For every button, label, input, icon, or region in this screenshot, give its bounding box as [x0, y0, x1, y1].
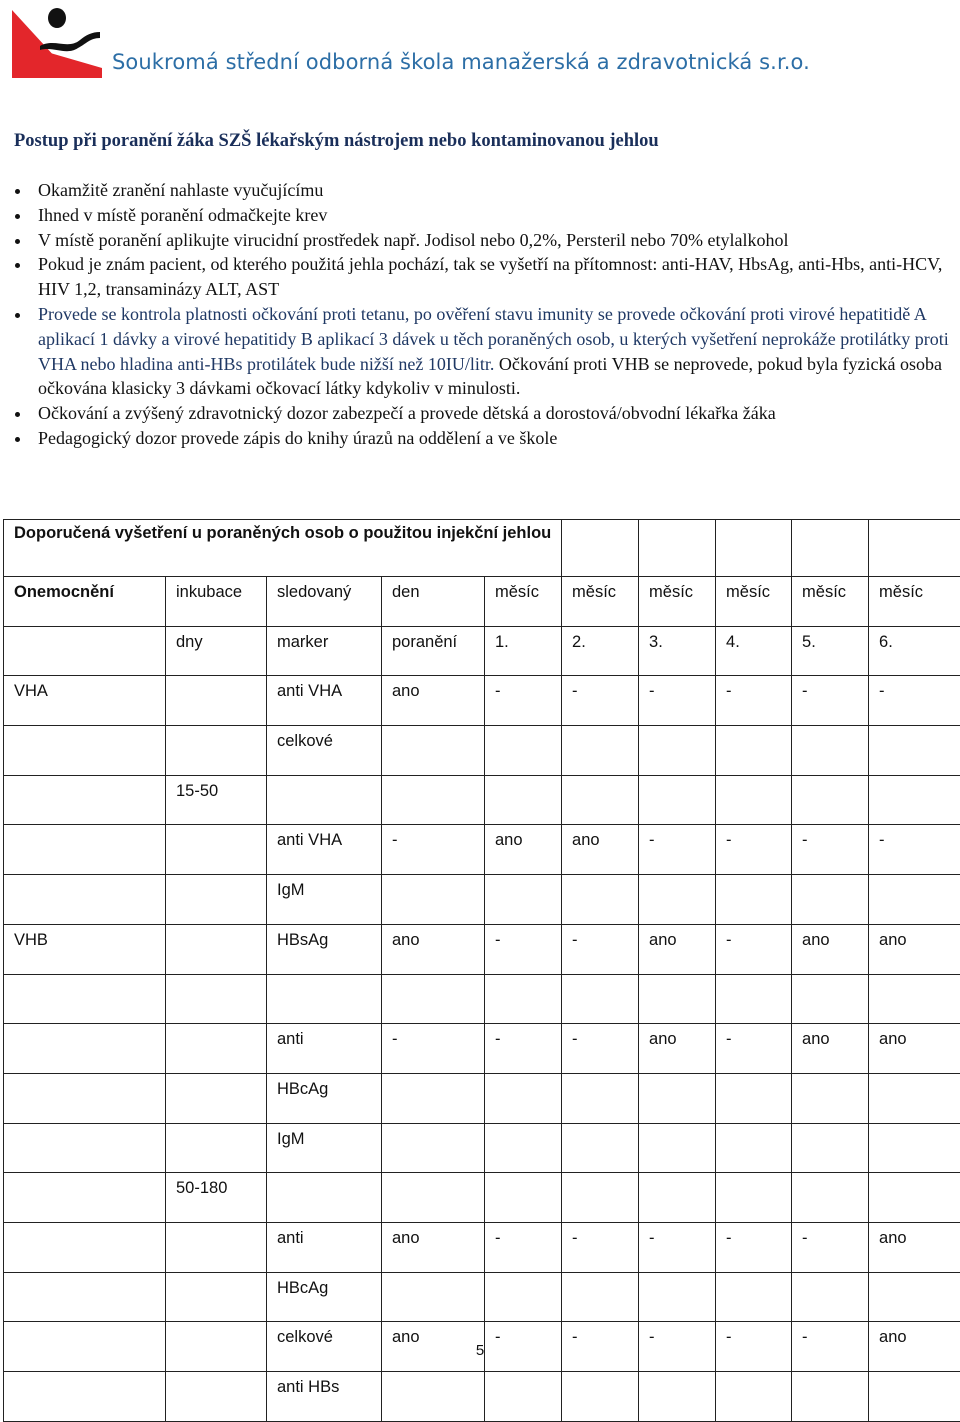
- table-cell: -: [716, 825, 792, 875]
- table-cell: -: [869, 676, 960, 726]
- table-cell: ano: [639, 1024, 716, 1074]
- table-cell: ano: [639, 924, 716, 974]
- table-cell: [485, 1123, 562, 1173]
- table-cell: HBcAg: [267, 1272, 382, 1322]
- table-cell: [562, 1173, 639, 1223]
- table-cell: [4, 1173, 166, 1223]
- page-number: 5: [0, 1342, 960, 1359]
- table-cell: -: [562, 1222, 639, 1272]
- table-cell: [4, 974, 166, 1024]
- logo-swoosh: [40, 32, 100, 51]
- table-cell: [4, 626, 166, 676]
- table-cell: [166, 1272, 267, 1322]
- table-cell: ano: [382, 1322, 485, 1372]
- table-cell: 6.: [869, 626, 960, 676]
- table-cell: -: [716, 1222, 792, 1272]
- table-header-cell: inkubace: [166, 577, 267, 627]
- table-cell: [382, 775, 485, 825]
- table-cell: [166, 1123, 267, 1173]
- table-cell: [716, 1372, 792, 1422]
- table-cell: ano: [869, 1024, 960, 1074]
- table-header-cell: měsíc: [485, 577, 562, 627]
- table-cell: [4, 1272, 166, 1322]
- table-cell: [4, 1123, 166, 1173]
- table-cell: -: [792, 676, 869, 726]
- table-cell: [869, 1372, 960, 1422]
- table-cell: 15-50: [166, 775, 267, 825]
- table-cell: -: [562, 1322, 639, 1372]
- table-cell: IgM: [267, 1123, 382, 1173]
- table-cell: [4, 1222, 166, 1272]
- table-cell: [639, 1372, 716, 1422]
- table-row: [4, 875, 960, 925]
- table-cell: -: [639, 1322, 716, 1372]
- table-cell: -: [485, 1222, 562, 1272]
- school-logo: [10, 2, 102, 78]
- table-cell: [639, 520, 716, 577]
- table-row: [4, 1272, 960, 1322]
- table-cell: ano: [869, 1222, 960, 1272]
- table-cell: anti: [267, 1222, 382, 1272]
- table-cell: [792, 1372, 869, 1422]
- table-cell: [485, 1073, 562, 1123]
- table-cell: [639, 1173, 716, 1223]
- table-cell: [869, 775, 960, 825]
- table-cell: [792, 1073, 869, 1123]
- table-cell: [166, 1024, 267, 1074]
- table-header-cell: měsíc: [716, 577, 792, 627]
- table-cell: [267, 775, 382, 825]
- table-cell: [485, 1173, 562, 1223]
- table-cell: [485, 1272, 562, 1322]
- table-cell: -: [562, 676, 639, 726]
- table-cell: [166, 875, 267, 925]
- table-cell: [869, 1123, 960, 1173]
- table-cell: 50-180: [166, 1173, 267, 1223]
- table-header-cell: měsíc: [869, 577, 960, 627]
- table-cell: [869, 974, 960, 1024]
- bullet-text: Očkování a zvýšený zdravotnický dozor zabezpečí a provede dětská a dorostová/obvodní lékařka žáka: [38, 403, 776, 423]
- bullet-text: Okamžitě zranění nahlaste vyučujícímu: [38, 180, 323, 200]
- table-cell: ano: [792, 1024, 869, 1074]
- table-row: [4, 924, 960, 974]
- table-cell: ano: [382, 1222, 485, 1272]
- table-cell: -: [382, 1024, 485, 1074]
- logo-head: [48, 8, 66, 28]
- table-cell: -: [792, 1322, 869, 1372]
- table-cell: ano: [382, 924, 485, 974]
- table-cell: [4, 1073, 166, 1123]
- table-cell: [562, 775, 639, 825]
- table-cell: -: [639, 1222, 716, 1272]
- table-cell: HBcAg: [267, 1073, 382, 1123]
- table-cell: [792, 1272, 869, 1322]
- table-cell: [267, 974, 382, 1024]
- table-cell: [639, 1123, 716, 1173]
- table-cell: [716, 974, 792, 1024]
- bullet-item: [38, 178, 953, 203]
- table-row: [4, 1024, 960, 1074]
- table-row: [4, 974, 960, 1024]
- table-cell: [716, 775, 792, 825]
- bullet-item: [38, 401, 953, 426]
- table-row: [4, 1123, 960, 1173]
- table-cell: [792, 974, 869, 1024]
- table-cell: [485, 775, 562, 825]
- table-cell: anti: [267, 1024, 382, 1074]
- table-cell: [4, 825, 166, 875]
- table-cell: [166, 676, 267, 726]
- table-cell: [716, 1173, 792, 1223]
- bullet-text: Ihned v místě poranění odmačkejte krev: [38, 205, 327, 225]
- procedure-list: [38, 178, 953, 451]
- table-cell: [382, 1372, 485, 1422]
- table-cell: -: [792, 1222, 869, 1272]
- table-cell: -: [716, 1024, 792, 1074]
- table-cell: [716, 726, 792, 776]
- table-cell: ano: [562, 825, 639, 875]
- table-header-row: [4, 577, 960, 627]
- table-cell: anti VHA: [267, 676, 382, 726]
- table-cell: [639, 1073, 716, 1123]
- table-cell: [382, 875, 485, 925]
- table-cell: [639, 974, 716, 1024]
- table-cell: [485, 875, 562, 925]
- table-cell: [716, 520, 792, 577]
- table-cell: [869, 1173, 960, 1223]
- table-cell: anti VHA: [267, 825, 382, 875]
- table-cell: -: [639, 825, 716, 875]
- table-cell: ano: [382, 676, 485, 726]
- table-cell: [869, 875, 960, 925]
- table-cell: ano: [869, 924, 960, 974]
- bullet-text: Očkování proti VHB se neprovede, pokud byla fyzická osoba očkována klasicky 3 dávkami očkovací látky kdykoliv v minulosti.: [38, 354, 942, 399]
- table-row: [4, 1173, 960, 1223]
- bullet-text: Pokud je znám pacient, od kterého použitá jehla pochází, tak se vyšetří na přítomnost: anti-HAV, HbsAg, anti-Hbs, anti-HCV, HIV 1,2, transaminázy ALT, AST: [38, 254, 942, 299]
- table-row: [4, 1222, 960, 1272]
- table-cell: IgM: [267, 875, 382, 925]
- examination-table: [3, 519, 960, 1422]
- table-cell: 3.: [639, 626, 716, 676]
- table-cell: [639, 775, 716, 825]
- table-cell: ano: [792, 924, 869, 974]
- table-header-cell: den: [382, 577, 485, 627]
- table-cell: [716, 1272, 792, 1322]
- table-cell: -: [562, 924, 639, 974]
- table-cell: [792, 1173, 869, 1223]
- bullet-text: Provede se kontrola platnosti očkování proti tetanu, po ověření stavu imunity se provede očkování proti virové hepatitidě A aplikací 1 dávky a virové hepatitidy B aplikací 3 dávek u těch poraněných osob, u kterých vyšetření neprokáže protilátky proti VHA nebo hladina anti-HBs protilátek bude nižší než 10IU/litr.: [38, 304, 949, 374]
- table-cell: [4, 726, 166, 776]
- table-header-cell: Onemocnění: [4, 577, 166, 627]
- table-cell: [639, 726, 716, 776]
- table-cell: -: [382, 825, 485, 875]
- table-row: [4, 726, 960, 776]
- table-cell: [166, 924, 267, 974]
- table-cell: -: [716, 924, 792, 974]
- table-cell: [4, 875, 166, 925]
- table-cell: [382, 1272, 485, 1322]
- table-cell: [792, 775, 869, 825]
- table-cell: [562, 875, 639, 925]
- table-cell: [716, 1123, 792, 1173]
- table-cell: ano: [485, 825, 562, 875]
- table-row: [4, 1073, 960, 1123]
- bullet-text: Pedagogický dozor provede zápis do knihy úrazů na oddělení a ve škole: [38, 428, 557, 448]
- table-cell: -: [485, 1322, 562, 1372]
- table-cell: [639, 1272, 716, 1322]
- table-cell: celkové: [267, 726, 382, 776]
- table-cell: 5.: [792, 626, 869, 676]
- table-cell: 1.: [485, 626, 562, 676]
- table-cell: HBsAg: [267, 924, 382, 974]
- table-cell: anti HBs: [267, 1372, 382, 1422]
- table-cell: [869, 1073, 960, 1123]
- table-header-cell: sledovaný: [267, 577, 382, 627]
- table-cell: [166, 726, 267, 776]
- table-cell: dny: [166, 626, 267, 676]
- table-cell: [562, 1073, 639, 1123]
- bullet-text: V místě poranění aplikujte virucidní prostředek např. Jodisol nebo 0,2%, Persteril nebo 70% etylalkohol: [38, 230, 789, 250]
- table-cell: poranění: [382, 626, 485, 676]
- table-cell: [792, 520, 869, 577]
- bullet-item: [38, 203, 953, 228]
- table-cell: -: [562, 1024, 639, 1074]
- table-cell: marker: [267, 626, 382, 676]
- table-cell: -: [485, 1024, 562, 1074]
- table-cell: -: [792, 825, 869, 875]
- table-header-cell: měsíc: [792, 577, 869, 627]
- table-cell: [382, 726, 485, 776]
- table-cell: [562, 1372, 639, 1422]
- table-cell: [562, 1123, 639, 1173]
- table-cell: [716, 1073, 792, 1123]
- table-cell: -: [716, 676, 792, 726]
- table-cell: [166, 1222, 267, 1272]
- bullet-item: [38, 302, 953, 401]
- table-row: [4, 1372, 960, 1422]
- table-cell: -: [485, 676, 562, 726]
- table-cell: -: [485, 924, 562, 974]
- table-cell: -: [716, 1322, 792, 1372]
- bullet-item: [38, 426, 953, 451]
- table-cell: [792, 726, 869, 776]
- table-cell: [166, 1073, 267, 1123]
- table-row: [4, 626, 960, 676]
- table-cell: [166, 1372, 267, 1422]
- table-cell: [166, 825, 267, 875]
- table-cell: [382, 1123, 485, 1173]
- bullet-item: [38, 228, 953, 253]
- table-cell: ano: [869, 1322, 960, 1372]
- table-cell: [562, 974, 639, 1024]
- table-header-cell: měsíc: [639, 577, 716, 627]
- school-name: Soukromá střední odborná škola manažerská a zdravotnická s.r.o.: [112, 50, 810, 74]
- table-cell: [869, 726, 960, 776]
- table-cell: -: [869, 825, 960, 875]
- table-cell: [382, 974, 485, 1024]
- table-cell: [4, 775, 166, 825]
- table-header-cell: měsíc: [562, 577, 639, 627]
- table-cell: celkové: [267, 1322, 382, 1372]
- table-cell: [4, 1372, 166, 1422]
- table-cell: [792, 875, 869, 925]
- table-cell: [485, 974, 562, 1024]
- table-cell: [639, 875, 716, 925]
- table-cell: [869, 520, 960, 577]
- table-cell: [792, 1123, 869, 1173]
- document-title: Postup při poranění žáka SZŠ lékařským nástrojem nebo kontaminovanou jehlou: [14, 131, 659, 152]
- table-cell: VHB: [4, 924, 166, 974]
- table-cell: [4, 1024, 166, 1074]
- table-cell: [562, 520, 639, 577]
- table-cell: [562, 1272, 639, 1322]
- table-cell: 2.: [562, 626, 639, 676]
- table-cell: -: [639, 676, 716, 726]
- table-row: [4, 775, 960, 825]
- table-cell: VHA: [4, 676, 166, 726]
- table-cell: [716, 875, 792, 925]
- table-cell: [382, 1173, 485, 1223]
- table-cell: 4.: [716, 626, 792, 676]
- table-row: [4, 676, 960, 726]
- table-cell: [485, 726, 562, 776]
- table-cell: [166, 974, 267, 1024]
- table-cell: [869, 1272, 960, 1322]
- table-cell: [382, 1073, 485, 1123]
- table-cell: [485, 1372, 562, 1422]
- bullet-item: [38, 252, 953, 302]
- table-cell: [267, 1173, 382, 1223]
- table-caption: Doporučená vyšetření u poraněných osob o použitou injekční jehlou: [4, 520, 562, 577]
- table-row: [4, 825, 960, 875]
- table-cell: [562, 726, 639, 776]
